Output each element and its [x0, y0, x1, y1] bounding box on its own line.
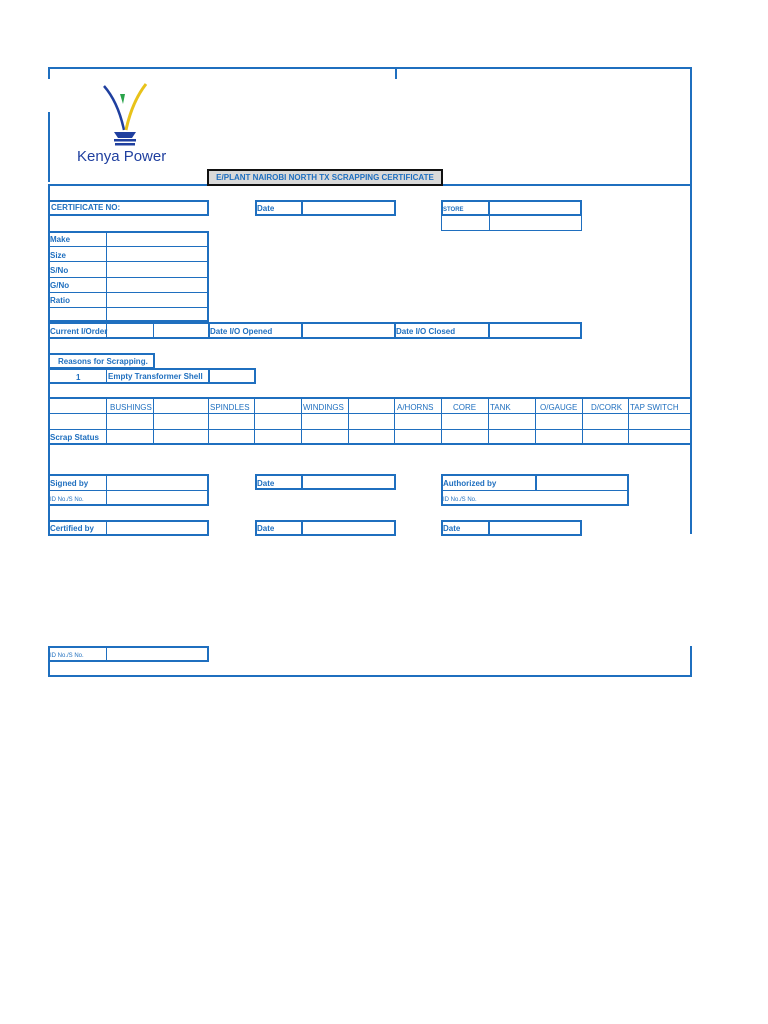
parts-col-line [535, 397, 536, 445]
parts-col-line [582, 397, 583, 445]
parts-header-spindles: SPINDLES [210, 403, 250, 412]
authorized-col-line [535, 474, 537, 490]
parts-col-line [301, 397, 302, 445]
scrap-status-label: Scrap Status [50, 433, 99, 442]
certified-date-field[interactable] [301, 520, 396, 536]
certified-col-line [106, 520, 107, 536]
frame-right-bottom [690, 646, 692, 677]
parts-col-line [106, 397, 107, 445]
parts-col-line [488, 397, 489, 445]
reason-row-divider [106, 368, 107, 384]
authorized-by-label: Authorized by [443, 479, 497, 488]
reason-row-divider [208, 368, 210, 384]
signed-by-col-line [106, 474, 107, 506]
parts-col-line [441, 397, 442, 445]
store-label: STORE [443, 207, 464, 213]
order-row-divider [153, 322, 154, 339]
current-order-label: Current I/Order [50, 327, 108, 336]
authorized-row-line [441, 490, 629, 491]
parts-col-line [394, 397, 395, 445]
frame-divider-top [395, 67, 397, 79]
bottom-id-label: ID No./S No. [50, 653, 84, 659]
parts-header-a-horns: A/HORNS [397, 403, 434, 412]
parts-row-line [48, 429, 692, 430]
reasons-label: Reasons for Scrapping. [58, 357, 148, 366]
spec-row-line [48, 261, 209, 262]
order-row [48, 322, 582, 339]
certificate-title: E/PLANT NAIROBI NORTH TX SCRAPPING CERTIFICATE [207, 169, 443, 186]
authorized-id-label: ID No./S No. [443, 497, 477, 503]
spec-row-line [48, 307, 209, 308]
frame-bottom-line [48, 675, 692, 677]
certificate-date-field[interactable] [301, 200, 396, 216]
date-label: Date [257, 204, 275, 213]
signed-id-label: ID No./S No. [50, 497, 84, 503]
certified-by-label: Certified by [50, 524, 95, 533]
frame-right-line [690, 67, 692, 534]
final-date-label: Date [443, 524, 461, 533]
parts-col-line [254, 397, 255, 445]
frame-top-line [48, 67, 692, 69]
frame-left-mid [48, 112, 50, 182]
make-label: Make [50, 235, 71, 244]
parts-header-core: CORE [453, 403, 477, 412]
date-closed-label: Date I/O Closed [396, 327, 456, 336]
store-field[interactable] [488, 200, 582, 216]
order-row-divider [301, 322, 303, 339]
spec-row-line [48, 292, 209, 293]
parts-header-tap-switch: TAP SWITCH [630, 403, 679, 412]
parts-header-d-cork: D/CORK [591, 403, 623, 412]
date-opened-label: Date I/O Opened [210, 327, 273, 336]
ratio-label: Ratio [50, 296, 70, 305]
parts-header-bushings: BUSHINGS [110, 403, 152, 412]
parts-header-windings: WINDINGS [303, 403, 344, 412]
certificate-no-label: CERTIFICATE NO: [51, 203, 121, 212]
signed-by-label: Signed by [50, 479, 89, 488]
logo-brand-text: Kenya Power [77, 148, 167, 165]
certified-date-label: Date [257, 524, 275, 533]
signed-date-field[interactable] [301, 474, 396, 490]
store-extra-cell-1[interactable] [441, 215, 490, 231]
parts-col-line [348, 397, 349, 445]
store-extra-cell-2[interactable] [489, 215, 582, 231]
reason-number: 1 [76, 373, 81, 382]
parts-row-line [48, 413, 692, 414]
spec-row-line [48, 246, 209, 247]
reason-text: Empty Transformer Shell [108, 372, 203, 381]
s-no-label: S/No [50, 266, 69, 275]
spec-row-line [48, 277, 209, 278]
order-row-divider [488, 322, 490, 339]
parts-header-o-gauge: O/GAUGE [540, 403, 578, 412]
parts-col-line [153, 397, 154, 445]
frame-left-top [48, 67, 50, 79]
g-no-label: G/No [50, 281, 70, 290]
kenya-power-logo [74, 82, 184, 168]
bottom-id-col-line [106, 646, 107, 662]
signed-by-row-line [48, 490, 209, 491]
size-label: Size [50, 251, 67, 260]
final-date-field[interactable] [488, 520, 582, 536]
parts-col-line [208, 397, 209, 445]
parts-header-tank: TANK [490, 403, 511, 412]
parts-col-line [628, 397, 629, 445]
signed-date-label: Date [257, 479, 275, 488]
